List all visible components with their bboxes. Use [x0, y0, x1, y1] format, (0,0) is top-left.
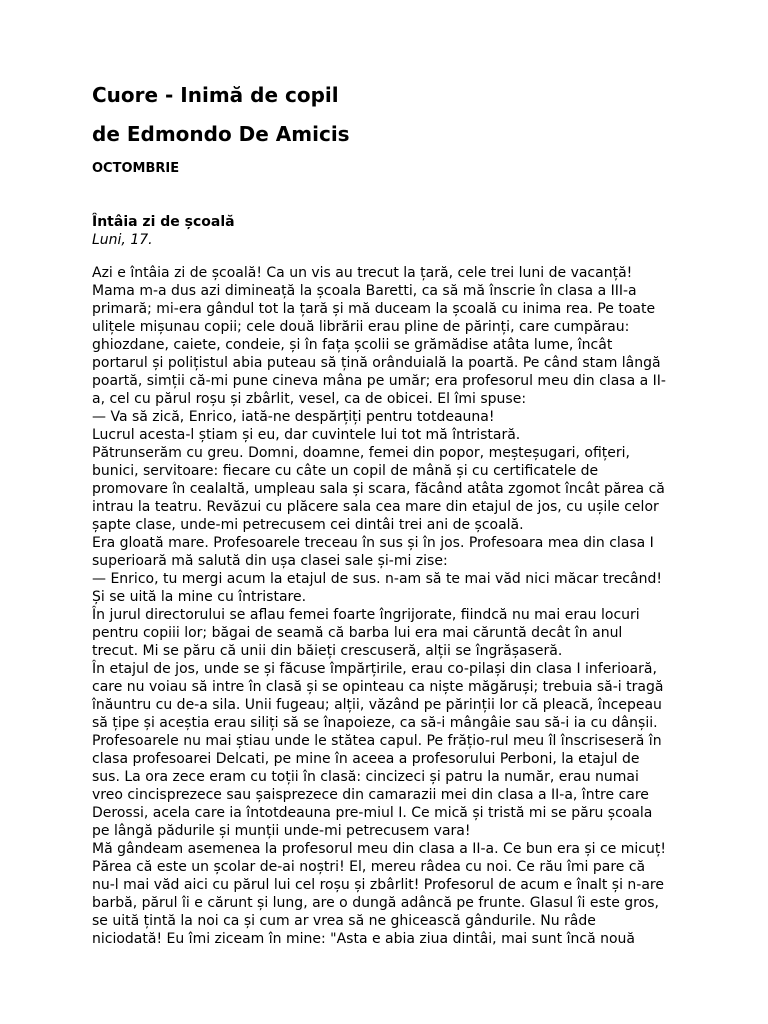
body-line: a, cel cu părul roșu și zbârlit, vesel, ca de obicei. El îmi spuse:: [92, 391, 527, 407]
body-line: Pătrunserăm cu greu. Domni, doamne, femei din popor, meșteșugari, ofițeri,: [92, 445, 630, 461]
body-line: poartă, simții că-mi pune cineva mâna pe umăr; era profesorul meu din clasa a II-: [92, 373, 666, 389]
body-line: pentru copiii lor; băgai de seamă că barba lui era mai căruntă decât în anul: [92, 625, 623, 641]
body-line: Lucrul acesta-l știam și eu, dar cuvintele lui tot mă întristară.: [92, 427, 521, 443]
document-page: [92, 80, 692, 948]
author-line: de Edmondo De Amicis: [92, 122, 350, 146]
body-line: șapte clase, unde-mi petrecusem cei dintâi trei ani de școală.: [92, 517, 524, 533]
body-line: nu-l mai văd aici cu părul lui cel roșu și zbârlit! Profesorul de acum e înalt și n-are: [92, 877, 664, 893]
body-line: barbă, părul îi e cărunt și lung, are o dungă adâncă pe frunte. Glasul îi este gros,: [92, 895, 659, 911]
body-text: [92, 264, 692, 948]
body-line: se uită țintă la noi ca și cum ar vrea să ne ghicească gândurile. Nu râde: [92, 913, 596, 929]
body-line: vreo cincisprezece sau șaisprezece din camarazii mei din clasa a II-a, între care: [92, 787, 649, 803]
section-heading: OCTOMBRIE: [92, 161, 180, 176]
body-line: ulițele mișunau copii; cele două librării erau pline de părinți, care cumpărau:: [92, 319, 630, 335]
document-title: Cuore - Inimă de copil: [92, 83, 339, 107]
body-line: promovare în cealaltă, umpleau sala și scara, făcând atâta zgomot încât părea că: [92, 481, 665, 497]
body-line: trecut. Mi se păru că unii din băieți crescuseră, alții se îngrășaseră.: [92, 643, 563, 659]
body-line: Și se uită la mine cu întristare.: [92, 589, 307, 605]
body-line: Derossi, acela care ia întotdeauna pre-miul I. Ce mică și tristă mi se păru școala: [92, 805, 653, 821]
body-line: niciodată! Eu îmi ziceam în mine: "Asta e abia ziua dintâi, mai sunt încă nouă: [92, 931, 635, 947]
body-line: înăuntru cu de-a sila. Unii fugeau; alții, văzând pe părinții lor că pleacă, începeau: [92, 697, 662, 713]
body-line: intrau la teatru. Revăzui cu plăcere sala cea mare din etajul de jos, cu ușile celor: [92, 499, 659, 515]
body-line: pe lângă pădurile și munții unde-mi petrecusem vara!: [92, 823, 471, 839]
body-line: Părea că este un școlar de-ai noștri! El, mereu râdea cu noi. Ce rău îmi pare că: [92, 859, 646, 875]
body-line: În etajul de jos, unde se și făcuse împărțirile, erau co-pilași din clasa I inferioară,: [92, 661, 657, 677]
body-line: clasa profesoarei Delcati, pe mine în aceea a profesorului Perboni, la etajul de: [92, 751, 640, 767]
chapter-date: Luni, 17.: [92, 232, 153, 248]
body-line: — Va să zică, Enrico, iată-ne despărțiți pentru totdeauna!: [92, 409, 495, 425]
body-line: care nu voiau să intre în clasă și se opinteau ca niște măgăruși; trebuia să-i tragă: [92, 679, 664, 695]
body-line: ghiozdane, caiete, condeie, și în fața școlii se grămădise atâta lume, încât: [92, 337, 613, 353]
body-line: portarul și polițistul abia puteau să țină orânduială la poartă. Pe când stam lângă: [92, 355, 661, 371]
body-line: — Enrico, tu mergi acum la etajul de sus. n-am să te mai văd nici măcar trecând!: [92, 571, 662, 587]
body-line: superioară mă salută din ușa clasei sale și-mi zise:: [92, 553, 448, 569]
body-line: În jurul directorului se aflau femei foarte îngrijorate, fiindcă nu mai erau locuri: [92, 607, 640, 623]
body-line: Era gloată mare. Profesoarele treceau în sus și în jos. Profesoara mea din clasa I: [92, 535, 654, 551]
body-line: Profesoarele nu mai știau unde le stătea capul. Pe frățio-rul meu îl înscriseseră în: [92, 733, 662, 749]
body-line: Mă gândeam asemenea la profesorul meu din clasa a II-a. Ce bun era și ce micuț!: [92, 841, 666, 857]
body-line: să țipe și aceștia erau siliți să se înapoieze, ca să-i mângâie sau să-i ia cu dânșii.: [92, 715, 658, 731]
body-line: bunici, servitoare: fiecare cu câte un copil de mână și cu certificatele de: [92, 463, 599, 479]
body-line: sus. La ora zece eram cu toții în clasă: cincizeci și patru la număr, erau numai: [92, 769, 639, 785]
body-line: primară; mi-era gândul tot la țară și mă duceam la școală cu inima rea. Pe toate: [92, 301, 656, 317]
chapter-title: Întâia zi de școală: [92, 214, 235, 230]
body-line: Azi e întâia zi de școală! Ca un vis au trecut la țară, cele trei luni de vacanță!: [92, 265, 633, 281]
body-line: Mama m-a dus azi dimineață la școala Baretti, ca să mă înscrie în clasa a III-a: [92, 283, 637, 299]
